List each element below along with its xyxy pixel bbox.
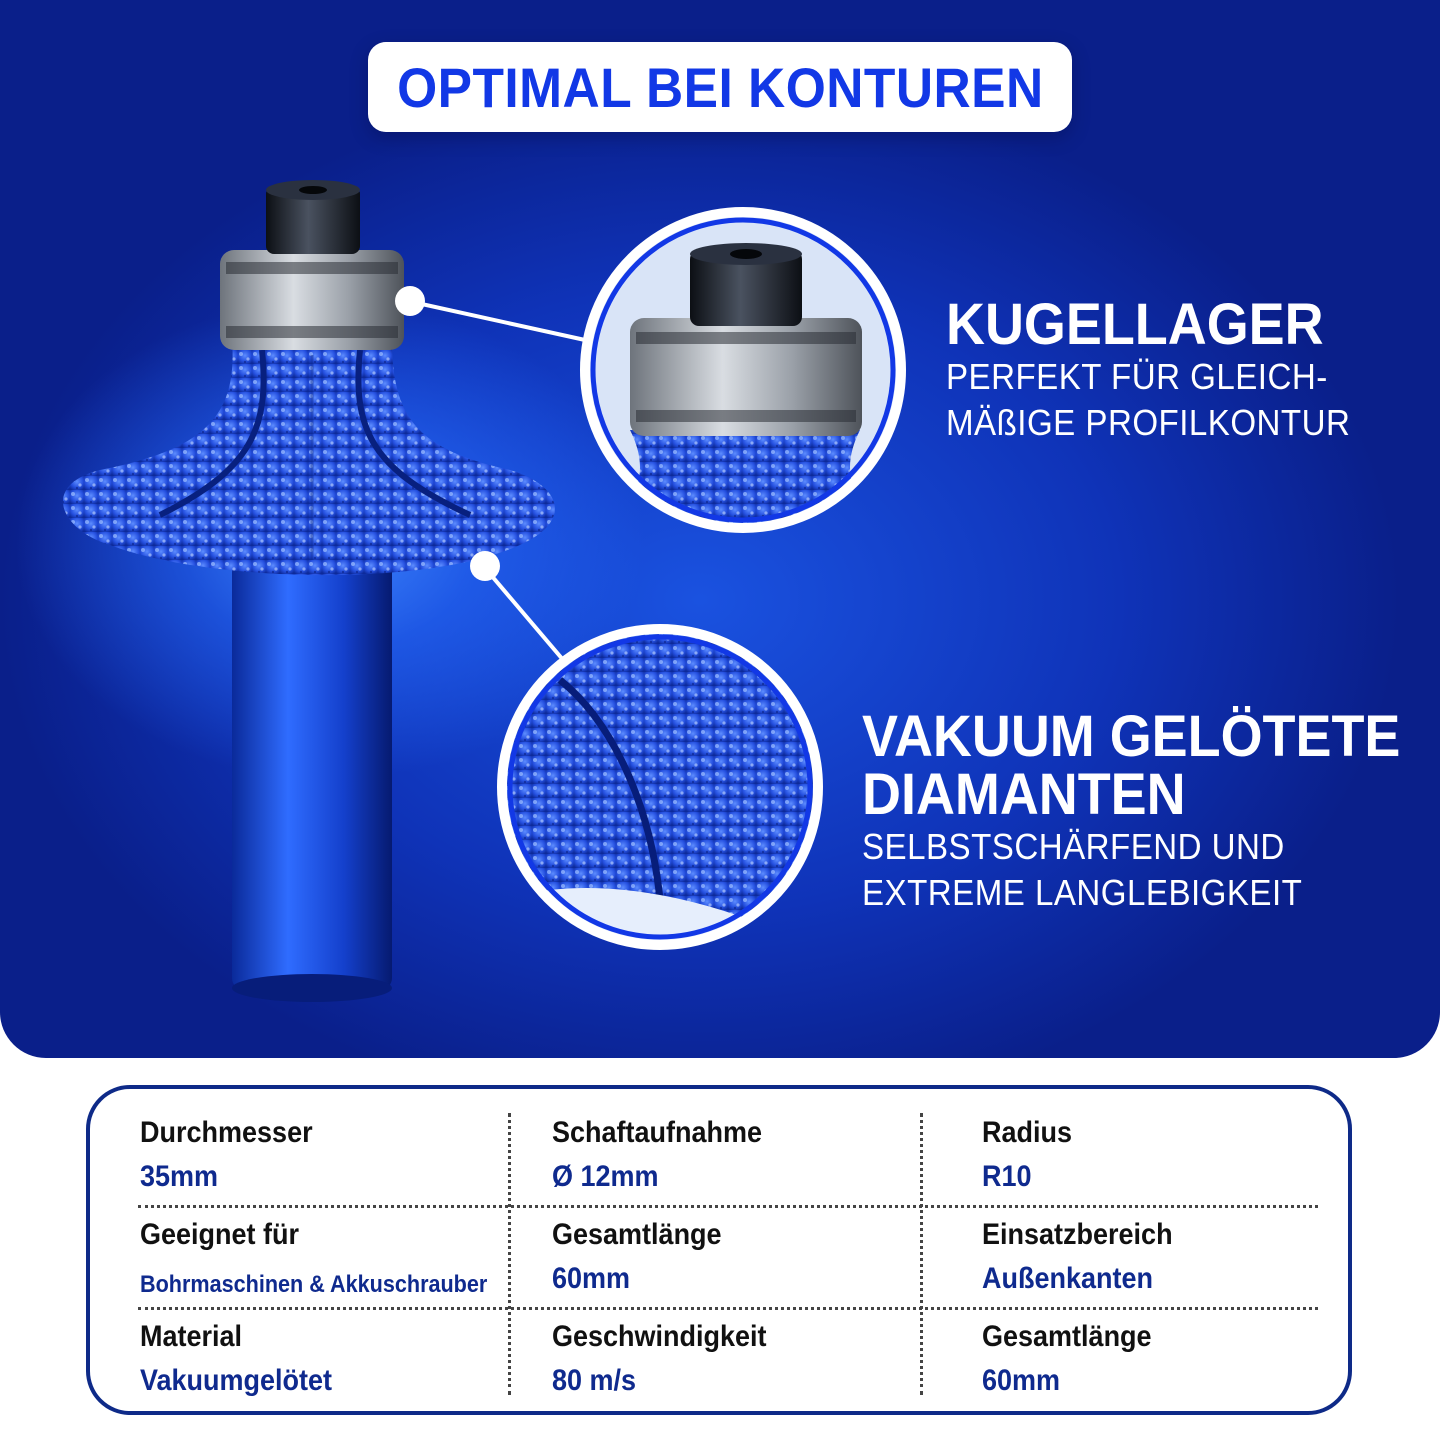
shank <box>232 560 392 990</box>
spec-label: Radius <box>982 1116 1073 1149</box>
row-divider <box>138 1205 1318 1208</box>
spec-value: 80 m/s <box>552 1364 637 1397</box>
callout-dot-diamond <box>470 551 500 581</box>
feature-vacuum-diamonds <box>862 704 1440 916</box>
spec-cell <box>552 1319 790 1399</box>
spec-label: Material <box>140 1320 243 1353</box>
spec-cell <box>140 1319 353 1399</box>
spec-value: R10 <box>982 1160 1032 1193</box>
diamond-cutter <box>63 340 555 575</box>
feature-ball-bearing <box>946 292 1386 446</box>
spec-label: Gesamtlänge <box>982 1320 1152 1353</box>
spec-value: 35mm <box>140 1160 219 1193</box>
spec-value: Bohrmaschinen & Akkuschrauber <box>140 1271 488 1298</box>
spec-cell <box>982 1319 1170 1399</box>
spec-cell <box>140 1115 332 1195</box>
spec-label: Gesamtlänge <box>552 1218 722 1251</box>
spec-value: 60mm <box>982 1364 1061 1397</box>
spec-cell <box>982 1217 1194 1297</box>
callout-dot-bearing <box>395 286 425 316</box>
feature-text-line: EXTREME LANGLEBIGKEIT <box>862 872 1303 913</box>
spec-cell <box>982 1115 1082 1195</box>
spec-table <box>86 1085 1352 1415</box>
spec-cell <box>140 1217 526 1303</box>
feature-text-line: MÄßIGE PROFILKONTUR <box>946 402 1351 443</box>
row-divider <box>138 1307 1318 1310</box>
column-divider <box>920 1113 923 1395</box>
feature-text-line: SELBSTSCHÄRFEND UND <box>862 826 1285 867</box>
feature-heading: DIAMANTEN <box>862 762 1186 827</box>
spec-value: Vakuumgelötet <box>140 1364 333 1397</box>
spec-label: Durchmesser <box>140 1116 313 1149</box>
title-banner <box>368 42 1072 132</box>
spec-label: Geschwindigkeit <box>552 1320 767 1353</box>
spec-label: Einsatzbereich <box>982 1218 1173 1251</box>
spec-value: 60mm <box>552 1262 631 1295</box>
bearing-zoom-circle <box>585 212 901 530</box>
spec-label: Schaftaufnahme <box>552 1116 763 1149</box>
feature-text-line: PERFEKT FÜR GLEICH- <box>946 356 1328 397</box>
spec-label: Geeignet für <box>140 1218 300 1251</box>
spec-value: Außenkanten <box>982 1262 1154 1295</box>
page-title: OPTIMAL BEI KONTUREN <box>396 55 1044 119</box>
spec-value: Ø 12mm <box>552 1160 659 1193</box>
spec-cell <box>552 1115 785 1195</box>
feature-heading: KUGELLAGER <box>946 292 1324 357</box>
spec-cell <box>552 1217 740 1297</box>
feature-heading: VAKUUM GELÖTETE <box>862 704 1401 769</box>
diamond-zoom-circle <box>500 629 820 950</box>
